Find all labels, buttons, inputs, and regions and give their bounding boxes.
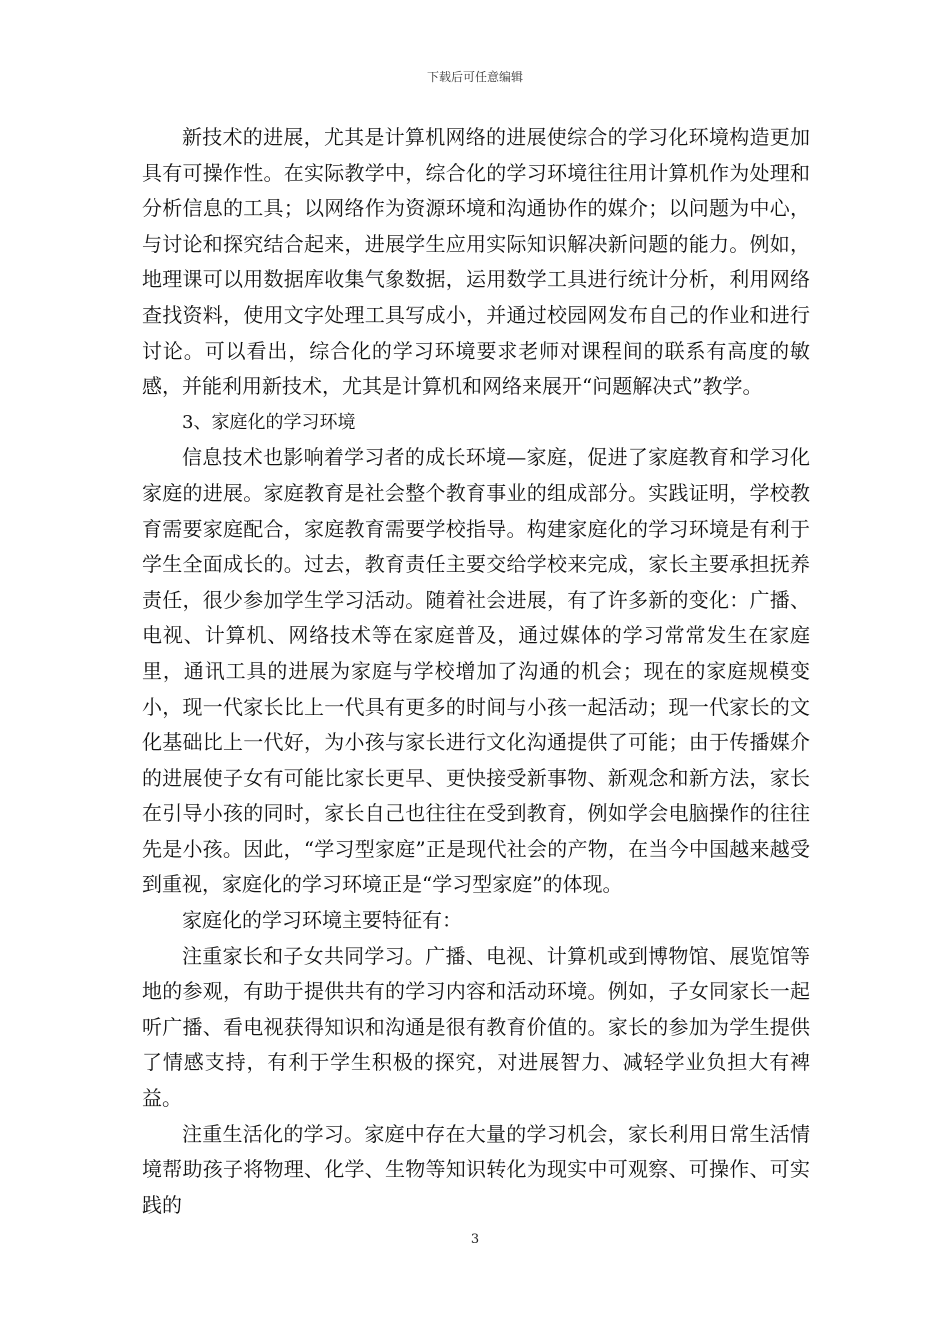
- paragraph-family-environment: 信息技术也影响着学习者的成长环境—家庭，促进了家庭教育和学习化家庭的进展。家庭教育是社会整个教育事业的组成部分。实践证明，学校教育需要家庭配合，家庭教育需要学校指导。构建家庭化的学习环境是有利于学生全面成长的。过去，教育责任主要交给学校来完成，家长主要承担抚养责任，很少参加学生学习活动。随着社会进展，有了许多新的变化：广播、电视、计算机、网络技术等在家庭普及，通过媒体的学习常常发生在家庭里，通讯工具的进展为家庭与学校增加了沟通的机会；现在的家庭规模变小，现一代家长比上一代具有更多的时间与小孩一起活动；现一代家长的文化基础比上一代好，为小孩与家长进行文化沟通提供了可能；由于传播媒介的进展使子女有可能比家长更早、更快接受新事物、新观念和新方法，家长在引导小孩的同时，家长自己也往往在受到教育，例如学会电脑操作的往往先是小孩。因此，“学习型家庭”正是现代社会的产物，在当今中国越来越受到重视，家庭化的学习环境正是“学习型家庭”的体现。: [142, 445, 810, 897]
- paragraph-joint-learning: 注重家长和子女共同学习。广播、电视、计算机或到博物馆、展览馆等地的参观，有助于提供共有的学习内容和活动环境。例如，子女同家长一起听广播、看电视获得知识和沟通是很有教育价值的。家长的参加为学生提供了情感支持，有利于学生积极的探究，对进展智力、减轻学业负担大有裨益。: [142, 943, 810, 1111]
- paragraph-life-learning: 注重生活化的学习。家庭中存在大量的学习机会，家长利用日常生活情境帮助孩子将物理、化学、生物等知识转化为现实中可观察、可操作、可实践的: [142, 1121, 810, 1217]
- document-body: [142, 120, 810, 1223]
- paragraph-computer-network: 新技术的进展，尤其是计算机网络的进展使综合的学习化环境构造更加具有可操作性。在实际教学中，综合化的学习环境往往用计算机作为处理和分析信息的工具；以网络作为资源环境和沟通协作的媒介；以问题为中心，与讨论和探究结合起来，进展学生应用实际知识解决新问题的能力。例如，地理课可以用数据库收集气象数据，运用数学工具进行统计分析，利用网络查找资料，使用文字处理工具写成小，并通过校园网发布自己的作业和进行讨论。可以看出，综合化的学习环境要求老师对课程间的联系有高度的敏感，并能利用新技术，尤其是计算机和网络来展开“问题解决式”教学。: [142, 125, 810, 399]
- section-heading-family-learning: 3、家庭化的学习环境: [182, 411, 356, 433]
- page-header: 下载后可任意编辑: [426, 70, 523, 84]
- page-number: 3: [470, 1232, 480, 1247]
- paragraph-features-intro: 家庭化的学习环境主要特征有：: [182, 908, 462, 933]
